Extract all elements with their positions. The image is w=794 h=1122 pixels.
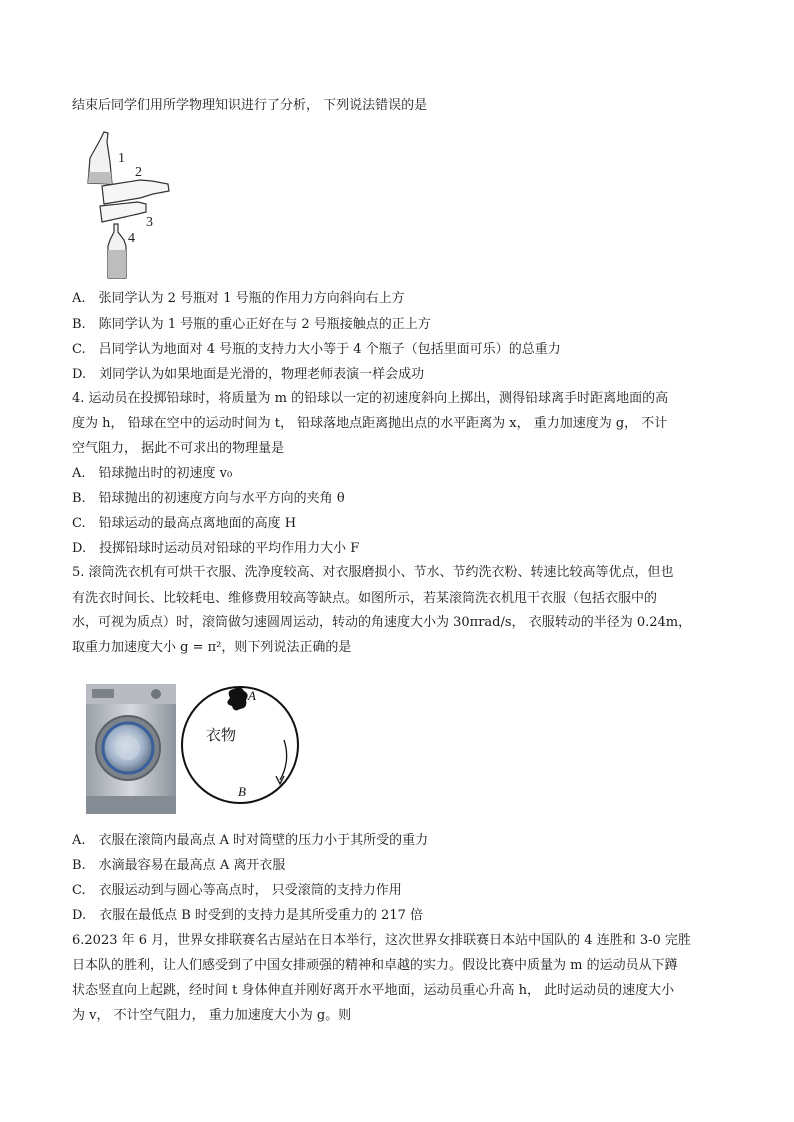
bottle-3 — [100, 202, 146, 222]
q5-option-c: C. 衣服运动到与圆心等高点时， 只受滚筒的支持力作用 — [72, 883, 402, 898]
q5-line-4: 取重力加速度大小 g = π²，则下列说法正确的是 — [72, 640, 352, 655]
cloth-blob — [227, 687, 247, 711]
q4-option-b: B. 铅球抛出的初速度方向与水平方向的夹角 θ — [72, 491, 345, 506]
q5-line-3: 水，可视为质点）时，滚筒做匀速圆周运动，转动的角速度大小为 30πrad/s， 衣服转动的半径为 0.24m， — [72, 615, 692, 630]
bottle-label-1: 1 — [118, 151, 125, 166]
q5-option-b: B. 水滴最容易在最高点 A 离开衣服 — [72, 858, 286, 873]
point-a-label: A — [248, 688, 256, 703]
q4-option-d: D. 投掷铅球时运动员对铅球的平均作用力大小 F — [72, 541, 360, 556]
q5-option-a: A. 衣服在滚筒内最高点 A 时对筒壁的压力小于其所受的重力 — [72, 833, 429, 848]
q6-line-1: 6.2023 年 6 月，世界女排联赛名古屋站在日本举行，这次世界女排联赛日本站中国队的 4 连胜和 3-0 完胜 — [72, 933, 691, 948]
q3-option-a: A. 张同学认为 2 号瓶对 1 号瓶的作用力方向斜向右上方 — [72, 291, 405, 306]
intro-line: 结束后同学们用所学物理知识进行了分析， 下列说法错误的是 — [72, 98, 428, 113]
point-b-label: B — [238, 784, 246, 799]
cloth-label: 衣物 — [206, 726, 237, 744]
q4-line-2: 度为 h， 铅球在空中的运动时间为 t， 铅球落地点距离抛出点的水平距离为 x， 重力加速度为 g， 不计 — [72, 416, 668, 431]
q6-line-3: 状态竖直向上起跳，经时间 t 身体伸直并刚好离开水平地面，运动员重心升高 h， 此时运动员的速度大小 — [72, 983, 675, 998]
rotation-arrow — [280, 740, 287, 780]
q3-option-c: C. 吕同学认为地面对 4 号瓶的支持力大小等于 4 个瓶子（包括里面可乐）的总重力 — [72, 342, 561, 357]
q6-line-2: 日本队的胜利，让人们感受到了中国女排顽强的精神和卓越的实力。假设比赛中质量为 m 的运动员从下蹲 — [72, 958, 678, 973]
q5-line-1: 5. 滚筒洗衣机有可烘干衣服、洗净度较高、对衣服磨损小、节水、节约洗衣粉、转速比较高等优点，但也 — [72, 565, 674, 580]
washing-machine-photo — [86, 684, 176, 814]
q5-option-d: D. 衣服在最低点 B 时受到的支持力是其所受重力的 217 倍 — [72, 908, 423, 923]
bottle-label-2: 2 — [135, 165, 142, 180]
drum-diagram — [180, 680, 300, 810]
q5-line-2: 有洗衣时间长、比较耗电、维修费用较高等缺点。如图所示，若某滚筒洗衣机甩干衣服（包括衣服中的 — [72, 591, 658, 606]
q4-line-1: 4. 运动员在投掷铅球时，将质量为 m 的铅球以一定的初速度斜向上掷出，测得铅球离手时距离地面的高 — [72, 391, 669, 406]
bottle-label-4: 4 — [128, 231, 135, 246]
q4-option-c: C. 铅球运动的最高点离地面的高度 H — [72, 516, 297, 531]
q4-option-a: A. 铅球抛出时的初速度 v₀ — [72, 466, 233, 481]
q6-line-4: 为 v， 不计空气阻力， 重力加速度大小为 g。则 — [72, 1008, 352, 1023]
q3-option-d: D. 刘同学认为如果地面是光滑的，物理老师表演一样会成功 — [72, 367, 425, 382]
q4-line-3: 空气阻力， 据此不可求出的物理量是 — [72, 441, 285, 456]
bottle-label-3: 3 — [146, 215, 153, 230]
bottle-stack-figure — [80, 128, 180, 283]
q3-option-b: B. 陈同学认为 1 号瓶的重心正好在与 2 号瓶接触点的正上方 — [72, 317, 431, 332]
